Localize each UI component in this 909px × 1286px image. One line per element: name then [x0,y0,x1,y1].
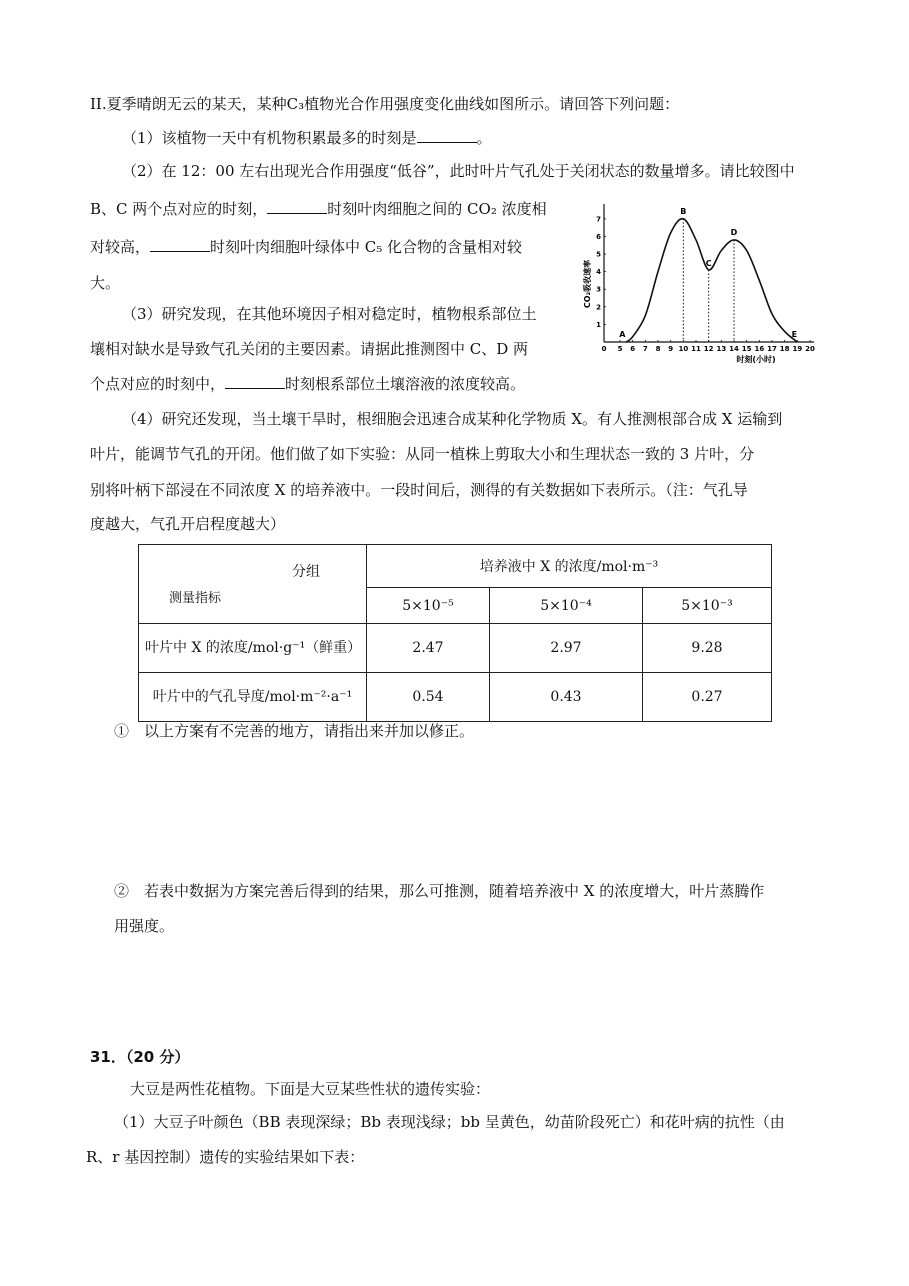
answer-blank-3[interactable] [150,236,210,252]
corner-label-metric: 测量指标 [169,591,222,606]
intro-text: II.夏季晴朗无云的某天，某种C₃植物光合作用强度变化曲线如图所示。请回答下列问题： [90,95,680,113]
question-2-text-a: B、C 两个点对应的时刻， [90,200,268,218]
chart-ticks [596,215,815,353]
question-2-line-1: （2）在 12：00 左右出现光合作用强度“低谷”，此时叶片气孔处于关闭状态的数量增多。请比较图中 [122,162,795,180]
question-31-line-2: （1）大豆子叶颜色（BB 表现深绿；Bb 表现浅绿；bb 呈黄色，幼苗阶段死亡）和花叶病的抗性（由 [114,1113,785,1131]
chart-y-tick-label: 5 [596,250,601,259]
table-concentration-cell: 5×10⁻⁴ [490,588,643,624]
question-2-text-d: 时刻叶肉细胞叶绿体中 C₅ 化合物的含量相对较 [210,238,523,256]
question-4-line-3: 别将叶柄下部浸在不同浓度 X 的培养液中。一段时间后，测得的有关数据如下表所示。（注：气孔导 [90,481,748,499]
question-3-line-1: （3）研究发现，在其他环境因子相对稳定时，植物根系部位土 [122,305,537,323]
chart-y-tick-label: 1 [596,320,601,329]
table-row [139,624,772,673]
question-1 [122,127,492,149]
chart-x-tick-label: 18 [779,345,790,353]
chart-curve [626,219,797,342]
chart-x-tick-label: 5 [617,345,623,353]
table-concentration-cell: 5×10⁻⁵ [367,588,490,624]
chart-x-tick-label: 11 [691,345,701,353]
table-concentration-cell: 5×10⁻³ [643,588,772,624]
question-2-text-b: 时刻叶肉细胞之间的 CO₂ 浓度相 [327,200,547,218]
chart-point-labels [619,207,797,339]
table-header-row [139,545,772,588]
chart-guides [683,219,734,342]
table-cell: 0.27 [643,673,772,722]
chart-point-e: E [791,330,798,339]
chart-y-tick-label: 2 [596,303,601,312]
chart-x-tick-label: 15 [741,345,752,353]
chart-x-tick-label: 9 [668,345,674,353]
answer-blank-4[interactable] [225,373,285,389]
question-4-line-4: 度越大，气孔开启程度越大） [90,515,286,533]
chart-x-tick-label: 7 [642,345,648,353]
question-4-line-2: 叶片，能调节气孔的开闭。他们做了如下实验：从同一植株上剪取大小和生理状态一致的 3 片叶，分 [90,445,755,463]
table-cell: 2.97 [490,624,643,673]
table-row [139,673,772,722]
chart-x-tick-label: 20 [805,345,815,353]
sub-question-2-line-1: ② 若表中数据为方案完善后得到的结果，那么可推测，随着培养液中 X 的浓度增大，叶片蒸腾作 [114,882,765,900]
chart-point-d: D [730,227,738,237]
question-3-text-a: 个点对应的时刻中， [90,375,226,393]
chart-x-tick-label: 0 [601,345,607,353]
sub-question-1: ① 以上方案有不完善的地方，请指出来并加以修正。 [114,722,475,740]
experiment-table [138,544,772,722]
question-31-number: 31．（20 分） [90,1048,190,1066]
chart-x-axis-label: 时刻(小时) [736,355,776,364]
chart-y-tick-label: 4 [596,268,601,277]
answer-blank-1[interactable] [417,127,477,143]
chart-x-tick-label: 6 [630,345,636,353]
chart-y-tick-label: 6 [596,232,601,241]
question-4-line-1: （4）研究还发现，当土壤干旱时，根细胞会迅速合成某种化学物质 X。有人推测根部合成 X 运输到 [122,410,783,428]
sub-question-2-line-2: 用强度。 [114,917,175,935]
chart-series [626,219,797,342]
question-2-line-4: 大。 [90,274,121,292]
table-row-label: 叶片中的气孔导度/mol·m⁻²·a⁻¹ [139,673,367,722]
chart-x-tick-label: 16 [754,345,765,353]
chart-y-axis-label: CO₂吸收速率 [583,259,592,309]
answer-blank-2[interactable] [267,198,327,214]
chart-point-a: A [619,330,626,339]
question-1-end: 。 [476,129,492,147]
question-3-line-2: 壤相对缺水是导致气孔关闭的主要因素。请据此推测图中 C、D 两 [90,340,529,358]
table-cell: 0.43 [490,673,643,722]
question-2-text-c: 对较高， [90,238,151,256]
chart-x-tick-label: 19 [792,345,803,353]
chart-x-tick-label: 17 [767,345,777,353]
table-corner-cell [139,545,367,624]
chart-y-tick-label: 3 [596,285,601,294]
table-group-header: 培养液中 X 的浓度/mol·m⁻³ [367,545,772,588]
question-1-text: （1）该植物一天中有机物积累最多的时刻是 [122,129,417,147]
chart-x-tick-label: 8 [655,345,661,353]
photosynthesis-chart [578,196,818,366]
table-row-label: 叶片中 X 的浓度/mol·g⁻¹（鲜重） [139,624,367,673]
table-cell: 2.47 [367,624,490,673]
corner-label-group: 分组 [292,564,320,580]
question-31-line-1: 大豆是两性花植物。下面是大豆某些性状的遗传实验： [130,1080,491,1098]
question-31-line-3: R、r 基因控制）遗传的实验结果如下表： [86,1148,365,1166]
question-3-text-b: 时刻根系部位土壤溶液的浓度较高。 [285,375,526,393]
table-cell: 0.54 [367,673,490,722]
chart-x-tick-label: 14 [729,345,739,353]
chart-x-tick-label: 12 [703,345,714,353]
chart-y-tick-label: 7 [596,215,601,224]
question-2-line-2 [90,198,547,220]
table-cell: 9.28 [643,624,772,673]
chart-x-tick-label: 13 [716,345,727,353]
chart-point-c: C [705,258,712,268]
chart-point-b: B [680,206,687,216]
question-2-line-3 [90,236,522,258]
question-3-line-3 [90,373,525,395]
chart-axes [604,204,814,342]
chart-x-tick-label: 10 [678,345,689,353]
